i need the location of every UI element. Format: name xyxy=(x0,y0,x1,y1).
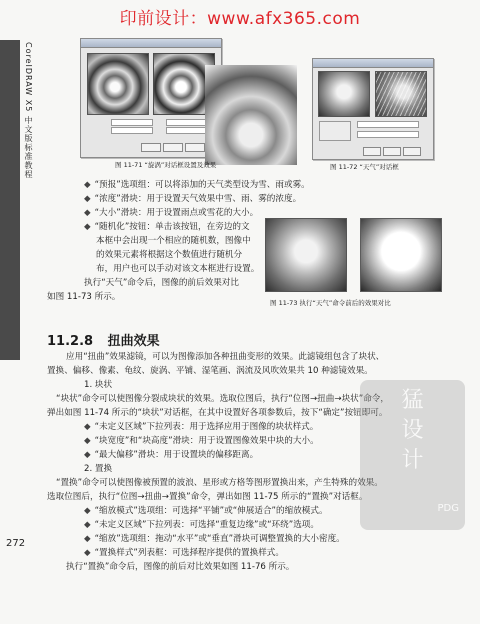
glass-photo xyxy=(205,65,297,165)
stamp-char-3: 计 xyxy=(401,448,424,473)
bullet-mark: ◆ xyxy=(84,194,91,204)
swirl-slider xyxy=(111,119,153,126)
section-title: 扭曲效果 xyxy=(107,334,160,349)
bullet-text: “缩放”选项组：拖动“水平”或“垂直”滑块可调整置换的大小密度。 xyxy=(94,534,345,544)
dialog-cancel-button xyxy=(163,143,183,152)
dialog-ok-button xyxy=(141,143,161,152)
stamp-label: PDG xyxy=(437,503,459,514)
swirl-slider-3 xyxy=(166,119,208,126)
dialog-cancel-button xyxy=(383,147,401,156)
bullet-randomize xyxy=(84,220,250,234)
dialog-help-button xyxy=(403,147,421,156)
randomize-line-2: 本框中会出现一个相应的随机数，图像中 xyxy=(96,236,251,246)
leaf-photo-before xyxy=(265,218,347,292)
subsection-title-displace: 2. 置换 xyxy=(84,464,113,474)
swirl-dialog-screenshot xyxy=(80,38,222,158)
bullet-text: “块宽度”和“块高度”滑块：用于设置图像效果中块的大小。 xyxy=(94,436,319,446)
chapter-side-strip xyxy=(0,40,20,360)
weather-density-slider xyxy=(357,121,419,128)
bullet-mark: ◆ xyxy=(84,450,91,460)
leaf-photo-after xyxy=(360,218,442,292)
bullet-text: “浓度”滑块：用于设置天气效果中雪、雨、雾的浓度。 xyxy=(94,194,302,204)
weather-size-slider xyxy=(357,131,419,138)
bullet-max-offset xyxy=(84,448,258,462)
dialog-titlebar xyxy=(313,59,433,68)
bullet-undefined-area xyxy=(84,420,318,434)
bullet-mark: ◆ xyxy=(84,180,91,190)
bullet-density xyxy=(84,192,301,206)
section-heading xyxy=(47,330,160,349)
bullet-text: “随机化”按钮：单击该按钮，在旁边的文 xyxy=(94,222,250,232)
bullet-text: “未定义区域”下拉列表：用于选择应用于图像的块状样式。 xyxy=(94,422,319,432)
block-body-line-2: 弹出如图 11-74 所示的“块状”对话框，在其中设置好各项参数后，按下“确定”按钮即可。 xyxy=(47,408,388,418)
displace-closing: 执行“置换”命令后，图像的前后对比效果如图 11-76 所示。 xyxy=(66,562,295,572)
displace-body-line-2: 选取位图后，执行“位图→扭曲→置换”命令，弹出如图 11-75 所示的“置换”对话框。 xyxy=(47,492,368,502)
bullet-scale-mode xyxy=(84,504,328,518)
weather-summary-line-1: 执行“天气”命令后，图像的前后效果对比 xyxy=(84,278,239,288)
page-number: 272 xyxy=(6,538,26,549)
weather-dialog-screenshot xyxy=(312,58,434,160)
bullet-text: “大小”滑块：用于设置雨点或雪花的大小。 xyxy=(94,208,259,218)
bullet-text: “预报”选项组：可以将添加的天气类型设为雪、雨或雾。 xyxy=(94,180,310,190)
watermark-url: 印前设计：www.afx365.com xyxy=(119,9,361,29)
pdg-stamp xyxy=(360,380,465,530)
bullet-mark: ◆ xyxy=(84,520,91,530)
bullet-text: “缩放模式”选项组：可选择“平铺”或“伸展适合”的缩放模式。 xyxy=(94,506,328,516)
figure-caption-11-71: 图 11-71 “旋涡”对话框设置及效果 xyxy=(115,161,217,169)
figure-caption-11-72: 图 11-72 “天气”对话框 xyxy=(330,163,399,171)
weather-preview-after xyxy=(375,71,427,117)
stamp-char-1: 猛 xyxy=(401,388,424,413)
bullet-text: “置换样式”列表框：可选择程序提供的置换样式。 xyxy=(94,548,284,558)
dialog-titlebar xyxy=(81,39,221,48)
bullet-mark: ◆ xyxy=(84,436,91,446)
intro-line-2: 置换、偏移、像素、龟纹、旋涡、平铺、湿笔画、涡流及风吹效果共 10 种滤镜效果。 xyxy=(47,366,373,376)
bullet-mark: ◆ xyxy=(84,548,91,558)
dialog-help-button xyxy=(185,143,205,152)
weather-summary-line-2: 如图 11-73 所示。 xyxy=(47,292,121,302)
bullet-mark: ◆ xyxy=(84,506,91,516)
block-body-line-1: “块状”命令可以使图像分裂成块状的效果。选取位图后，执行“位图→扭曲→块状”命令， xyxy=(56,394,389,404)
displace-body-line-1: “置换”命令可以使图像被预置的波浪、星形或方格等图形置换出来，产生特殊的效果。 xyxy=(56,478,383,488)
bullet-text: “最大偏移”滑块：用于设置块的偏移距离。 xyxy=(94,450,259,460)
bullet-mark: ◆ xyxy=(84,422,91,432)
intro-line-1: 应用“扭曲”效果滤镜，可以为图像添加各种扭曲变形的效果。此滤镜组包含了块状、 xyxy=(66,352,385,362)
swirl-slider-4 xyxy=(166,127,208,134)
figure-caption-11-73: 图 11-73 执行“天气”命令前后的效果对比 xyxy=(270,299,391,307)
bullet-mark: ◆ xyxy=(84,208,91,218)
subsection-title-block: 1. 块状 xyxy=(84,380,113,390)
stamp-char-2: 设 xyxy=(401,418,424,443)
swirl-preview-before xyxy=(87,53,149,115)
weather-forecast-group xyxy=(319,121,351,141)
bullet-undefined-area-2 xyxy=(84,518,319,532)
bullet-displace-style xyxy=(84,546,284,560)
bullet-forecast xyxy=(84,178,310,192)
bullet-scale xyxy=(84,532,345,546)
bullet-size xyxy=(84,206,258,220)
randomize-line-3: 的效果元素将根据这个数值进行随机分 xyxy=(96,250,243,260)
dialog-ok-button xyxy=(363,147,381,156)
section-number: 11.2.8 xyxy=(47,334,94,349)
bullet-mark: ◆ xyxy=(84,222,91,232)
bullet-mark: ◆ xyxy=(84,534,91,544)
bullet-text: “未定义区域”下拉列表：可选择“重复边缘”或“环绕”选项。 xyxy=(94,520,319,530)
bullet-block-size xyxy=(84,434,319,448)
book-title-vertical: CoreIDRAW X5 中文版标准教程 xyxy=(24,42,33,179)
swirl-slider-2 xyxy=(111,127,153,134)
randomize-line-4: 布，用户也可以手动对该文本框进行设置。 xyxy=(96,264,260,274)
weather-preview-before xyxy=(318,71,370,117)
